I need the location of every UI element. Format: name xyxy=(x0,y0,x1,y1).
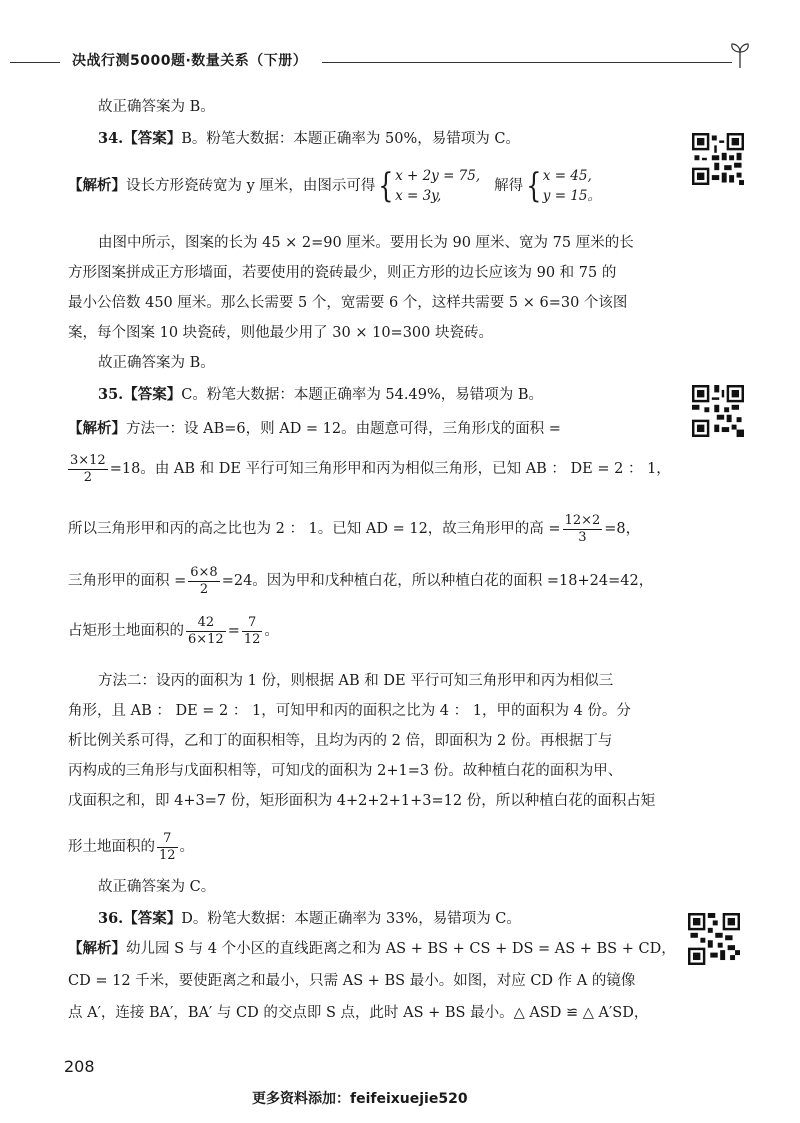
fraction-numerator: 6×8 xyxy=(190,564,218,580)
paragraph-line: 点 A′，连接 BA′，BA′ 与 CD 的交点即 S 点，此时 AS + BS 最小。△ ASD ≌ △ A′SD， xyxy=(68,1005,649,1021)
paragraph-text: 。 xyxy=(264,623,279,639)
q36-answer-label: 36.【答案】 xyxy=(98,910,182,927)
header-rule-left xyxy=(10,62,60,63)
fraction-denominator: 3 xyxy=(578,529,587,545)
paragraph-line: 戊面积之和，即 4+3=7 份，矩形面积为 4+2+2+1+3=12 份，所以种植白花的面积占矩 xyxy=(68,793,656,809)
q34-answer-text: B。粉笔大数据：本题正确率为 50%，易错项为 C。 xyxy=(181,131,520,147)
analysis-label: 【解析】 xyxy=(68,177,126,194)
equation-row: x = 3y, xyxy=(395,188,442,204)
q36-answer-text: D。粉笔大数据：本题正确率为 33%，易错项为 C。 xyxy=(181,911,521,927)
paragraph-line xyxy=(66,448,671,490)
paragraph-line: 最小公倍数 450 厘米。那么长需要 5 个，宽需要 6 个，这样共需要 5 × 6=30 个该图 xyxy=(68,295,628,311)
q36-answer-line xyxy=(98,908,521,930)
fraction-numerator: 7 xyxy=(242,615,263,632)
equation-system-1 xyxy=(395,166,480,206)
answer-line-c: 故正确答案为 C。 xyxy=(98,879,216,895)
paragraph-text: =18。由 AB 和 DE 平行可知三角形甲和丙为相似三角形，已知 AB ： DE = 2 ： 1， xyxy=(109,461,671,477)
analysis-text: 幼儿园 S 与 4 个小区的直线距离之和为 AS + BS + CS + DS = AS + BS + CD， xyxy=(126,941,676,957)
equation-row: x = 45, xyxy=(542,168,592,184)
paragraph-line xyxy=(68,508,640,550)
paragraph-text: 形土地面积的 xyxy=(68,839,155,855)
paragraph-line xyxy=(68,610,279,652)
paragraph-line: 由图中所示，图案的长为 45 × 2=90 厘米。要用长为 90 厘米、宽为 75 厘米的长 xyxy=(98,235,634,251)
fraction xyxy=(68,453,108,486)
fraction-denominator: 12 xyxy=(243,631,261,647)
answer-line-b: 故正确答案为 B。 xyxy=(98,99,215,115)
paragraph-line: 方法二：设丙的面积为 1 份，则根据 AB 和 DE 平行可知三角形甲和丙为相似三 xyxy=(98,673,614,689)
fraction-numerator: 3×12 xyxy=(70,452,106,468)
fraction xyxy=(563,513,603,546)
q35-answer-line xyxy=(98,384,543,406)
brace-symbol: { xyxy=(378,166,394,206)
paragraph-text: 占矩形土地面积的 xyxy=(68,623,184,639)
fraction-numerator: 12×2 xyxy=(564,512,601,528)
solve-label: 解得 xyxy=(494,178,524,194)
running-header xyxy=(0,48,800,78)
q34-answer-line xyxy=(98,128,520,150)
fraction-denominator: 2 xyxy=(199,581,209,597)
header-title: 决战行测5000题·数量关系（下册） xyxy=(72,53,308,69)
sprout-icon xyxy=(728,40,752,70)
brace-symbol: { xyxy=(526,166,542,206)
paragraph-text: 。 xyxy=(179,839,195,855)
paragraph-line: 角形，且 AB ： DE = 2 ： 1，可知甲和丙的面积之比为 4 ： 1，甲的面积为 4 份。分 xyxy=(68,703,631,719)
equation-row: y = 15。 xyxy=(542,188,601,204)
paragraph-line: 案，每个图案 10 块瓷砖，则他最少用了 30 × 10=300 块瓷砖。 xyxy=(68,325,493,341)
qr-code-icon[interactable] xyxy=(692,385,744,437)
fraction xyxy=(157,831,178,864)
fraction-denominator: 12 xyxy=(159,847,176,863)
analysis-label: 【解析】 xyxy=(68,420,126,437)
header-rule-right xyxy=(322,62,732,63)
fraction xyxy=(186,615,226,648)
fraction xyxy=(188,565,219,598)
footer-note: 更多资料添加：feifeixuejie520 xyxy=(252,1091,468,1107)
paragraph-line: 析比例关系可得，乙和丁的面积相等，且均为丙的 2 倍，即面积为 2 份。再根据丁与 xyxy=(68,733,613,749)
equation-system-2 xyxy=(543,166,601,206)
equation-row: x + 2y = 75, xyxy=(395,168,481,184)
paragraph-line: 方形图案拼成正方形墙面，若要使用的瓷砖最少，则正方形的边长应该为 90 和 75 的 xyxy=(68,265,617,281)
fraction-denominator: 6×12 xyxy=(188,631,224,647)
paragraph-text: 所以三角形甲和丙的高之比也为 2 ： 1。已知 AD = 12，故三角形甲的高 = xyxy=(68,521,561,537)
analysis-text: 方法一：设 AB=6，则 AD = 12。由题意可得，三角形戊的面积 = xyxy=(126,421,561,437)
q36-analysis-line xyxy=(68,938,676,960)
fraction-numerator: 7 xyxy=(157,831,178,848)
paragraph-line: 丙构成的三角形与戊面积相等，可知戊的面积为 2+1=3 份。故种植白花的面积为甲、 xyxy=(68,763,623,779)
q35-answer-label: 35.【答案】 xyxy=(98,386,182,403)
paragraph-text: =8， xyxy=(604,521,641,537)
paragraph-text: =24。因为甲和戊种植白花，所以种植白花的面积 =18+24=42， xyxy=(221,573,654,589)
fraction-numerator: 42 xyxy=(186,615,226,632)
analysis-text: 设长方形瓷砖宽为 y 厘米，由图示可得 xyxy=(126,178,376,194)
paragraph-line: CD = 12 千米，要使距离之和最小，只需 AS + BS 最小。如图，对应 CD 作 A 的镜像 xyxy=(68,973,636,989)
q35-analysis-line xyxy=(68,418,561,440)
answer-line-b: 故正确答案为 B。 xyxy=(98,355,215,371)
qr-code-icon[interactable] xyxy=(692,133,744,185)
page-number: 208 xyxy=(64,1057,95,1076)
analysis-label: 【解析】 xyxy=(68,940,126,957)
paragraph-line xyxy=(68,826,194,868)
q34-analysis-line xyxy=(68,164,601,208)
fraction-denominator: 2 xyxy=(83,469,92,485)
q34-answer-label: 34.【答案】 xyxy=(98,130,182,147)
fraction xyxy=(242,615,263,648)
q35-answer-text: C。粉笔大数据：本题正确率为 54.49%，易错项为 B。 xyxy=(181,387,543,403)
paragraph-line xyxy=(68,560,653,602)
paragraph-text: 三角形甲的面积 = xyxy=(68,573,187,589)
equals-sign: = xyxy=(227,623,240,639)
qr-code-icon[interactable] xyxy=(688,913,740,965)
